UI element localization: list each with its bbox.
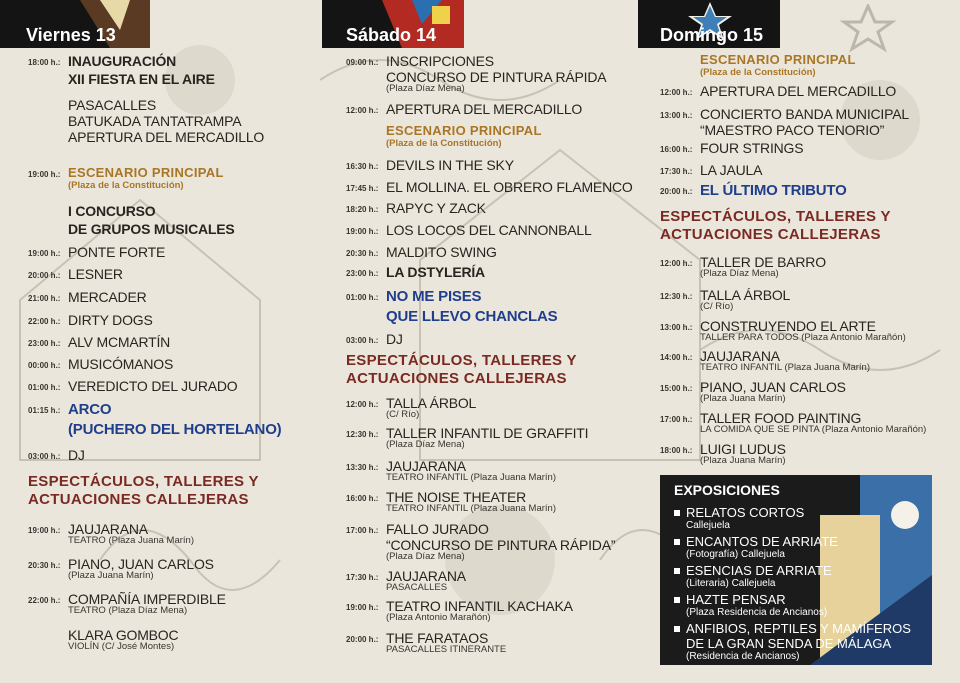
event-title: XII FIESTA EN EL AIRE	[68, 71, 215, 87]
event-time: 17:00 h.:	[346, 526, 379, 535]
event-time: 22:00 h.:	[28, 596, 61, 605]
event-location: TALLER PARA TODOS (Plaza Antonio Marañón)	[700, 332, 906, 343]
event-title: LOS LOCOS DEL CANNONBALL	[386, 222, 592, 238]
day-title: Viernes 13	[26, 25, 116, 45]
event-title: BATUKADA TANTATRAMPA	[68, 113, 242, 129]
event-time: 12:00 h.:	[346, 400, 379, 409]
event-location: PASACALLES ITINERANTE	[386, 644, 507, 655]
event-title: QUE LLEVO CHANCLAS	[386, 308, 558, 325]
event-time: 18:00 h.:	[660, 446, 693, 455]
event-title: I CONCURSO	[68, 203, 156, 219]
event-location: (Plaza Juana Marín)	[68, 570, 154, 581]
expo-item-name: ENCANTOS DE ARRIATE	[686, 534, 838, 549]
event-time: 19:00 h.:	[28, 249, 61, 258]
event-title: JAUJARANA	[386, 458, 466, 474]
event-title: JAUJARANA	[386, 568, 466, 584]
event-title: TEATRO INFANTIL KACHAKA	[386, 598, 573, 614]
event-title: THE NOISE THEATER	[386, 489, 526, 505]
expo-item-name: RELATOS CORTOS	[686, 505, 805, 520]
event-location: (Plaza Juana Marín)	[700, 393, 786, 404]
event-time: 23:00 h.:	[346, 269, 379, 278]
event-location: (Plaza Díaz Mena)	[386, 83, 465, 94]
stage-heading: ESCENARIO PRINCIPAL	[386, 123, 542, 138]
event-title: TALLA ÁRBOL	[386, 395, 477, 411]
expo-item-location: (Literaria) Callejuela	[686, 578, 776, 589]
event-time: 00:00 h.:	[28, 361, 61, 370]
event-time: 23:00 h.:	[28, 339, 61, 348]
event-time: 16:00 h.:	[660, 145, 693, 154]
event-title: CONCURSO DE PINTURA RÁPIDA	[386, 69, 607, 85]
event-title: LESNER	[68, 266, 123, 282]
event-time: 20:30 h.:	[28, 561, 61, 570]
event-title: FALLO JURADO	[386, 521, 489, 537]
event-title: APERTURA DEL MERCADILLO	[68, 129, 265, 145]
event-title: VEREDICTO DEL JURADO	[68, 378, 238, 394]
event-time: 20:00 h.:	[28, 271, 61, 280]
event-time: 16:00 h.:	[346, 494, 379, 503]
event-title: APERTURA DEL MERCADILLO	[386, 101, 583, 117]
event-time: 17:30 h.:	[346, 573, 379, 582]
event-location: (Plaza Díaz Mena)	[700, 268, 779, 279]
day-header-sabado	[322, 0, 464, 48]
event-time: 03:00 h.:	[346, 336, 379, 345]
event-location: (C/ Río)	[700, 301, 734, 312]
event-title: ACTUACIONES CALLEJERAS	[346, 370, 567, 387]
expo-item-name: ESENCIAS DE ARRIATE	[686, 563, 832, 578]
event-time: 03:00 h.:	[28, 452, 61, 461]
event-time: 12:30 h.:	[660, 292, 693, 301]
event-time: 19:00 h.:	[28, 170, 61, 179]
event-location: (Plaza Díaz Mena)	[386, 551, 465, 562]
event-title: CONSTRUYENDO EL ARTE	[700, 318, 876, 334]
event-title: TALLER INFANTIL DE GRAFFITI	[386, 425, 589, 441]
event-location: TEATRO (Plaza Díaz Mena)	[68, 605, 188, 616]
expo-item-location: (Residencia de Ancianos)	[686, 651, 800, 662]
event-title: DIRTY DOGS	[68, 312, 153, 328]
event-location: TEATRO (Plaza Juana Marín)	[68, 535, 195, 546]
event-title: PIANO, JUAN CARLOS	[700, 379, 846, 395]
expo-title: EXPOSICIONES	[674, 482, 780, 498]
event-title: (PUCHERO DEL HORTELANO)	[68, 421, 282, 438]
event-title: “MAESTRO PACO TENORIO”	[700, 122, 885, 138]
event-time: 21:00 h.:	[28, 294, 61, 303]
day-header-domingo	[638, 0, 780, 48]
event-title: PONTE FORTE	[68, 244, 166, 260]
event-title: TALLA ÁRBOL	[700, 287, 791, 303]
event-location: (Plaza Antonio Marañón)	[386, 612, 491, 623]
event-title: INSCRIPCIONES	[386, 53, 494, 69]
event-location: PASACALLES	[386, 582, 448, 593]
event-title: DJ	[386, 331, 403, 347]
event-time: 01:15 h.:	[28, 406, 61, 415]
event-time: 01:00 h.:	[346, 293, 379, 302]
event-title: DE GRUPOS MUSICALES	[68, 221, 235, 237]
event-title: “CONCURSO DE PINTURA RÁPIDA”	[386, 537, 616, 553]
event-title: ACTUACIONES CALLEJERAS	[28, 491, 249, 508]
event-time: 09:00 h.:	[346, 58, 379, 67]
event-time: 15:00 h.:	[660, 384, 693, 393]
event-time: 19:00 h.:	[346, 603, 379, 612]
event-location: LA COMIDA QUE SE PINTA (Plaza Antonio Marañón)	[700, 424, 927, 435]
event-title: PASACALLES	[68, 97, 157, 113]
event-title: MERCADER	[68, 289, 147, 305]
day-header-viernes	[0, 0, 150, 48]
expo-item-location: Callejuela	[686, 520, 730, 531]
event-location: (C/ Río)	[386, 409, 420, 420]
event-time: 18:20 h.:	[346, 205, 379, 214]
event-time: 17:45 h.:	[346, 184, 379, 193]
event-location: VIOLÍN (C/ José Montes)	[68, 641, 175, 652]
expo-item-name: DE LA GRAN SENDA DE MÁLAGA	[686, 636, 892, 651]
event-time: 17:30 h.:	[660, 167, 693, 176]
event-title: JAUJARANA	[68, 521, 148, 537]
event-title: MALDITO SWING	[386, 244, 497, 260]
expo-item-location: (Plaza Residencia de Ancianos)	[686, 607, 828, 618]
event-title: ESPECTÁCULOS, TALLERES Y	[346, 352, 577, 369]
event-title: APERTURA DEL MERCADILLO	[700, 83, 897, 99]
event-time: 12:30 h.:	[346, 430, 379, 439]
event-time: 16:30 h.:	[346, 162, 379, 171]
stage-location: (Plaza de la Constitución)	[386, 138, 502, 149]
event-title: TALLER FOOD PAINTING	[700, 410, 862, 426]
event-time: 22:00 h.:	[28, 317, 61, 326]
event-title: COMPAÑÍA IMPERDIBLE	[68, 591, 226, 607]
event-title: KLARA GOMBOC	[68, 627, 179, 643]
event-title: DJ	[68, 447, 85, 463]
event-title: FOUR STRINGS	[700, 140, 804, 156]
event-title: MUSICÓMANOS	[68, 356, 174, 372]
event-time: 13:30 h.:	[346, 463, 379, 472]
expo-item-name: HAZTE PENSAR	[686, 592, 786, 607]
stage-location: (Plaza de la Constitución)	[68, 180, 184, 191]
event-location: TEATRO INFANTIL (Plaza Juana Marín)	[386, 503, 556, 514]
event-time: 17:00 h.:	[660, 415, 693, 424]
day-title: Sábado 14	[346, 25, 437, 45]
event-title: NO ME PISES	[386, 288, 482, 305]
event-time: 20:00 h.:	[346, 635, 379, 644]
event-time: 01:00 h.:	[28, 383, 61, 392]
event-title: LA DSTYLERÍA	[386, 264, 485, 280]
stage-location: (Plaza de la Constitución)	[700, 67, 816, 78]
event-title: LUIGI LUDUS	[700, 441, 786, 457]
expo-item-name: ANFIBIOS, REPTILES Y MAMÍFEROS	[686, 621, 911, 636]
event-title: ESPECTÁCULOS, TALLERES Y	[28, 473, 259, 490]
bullet-icon	[674, 597, 680, 603]
expo-item-location: (Fotografía) Callejuela	[686, 549, 785, 560]
event-title: TALLER DE BARRO	[700, 254, 826, 270]
event-time: 14:00 h.:	[660, 353, 693, 362]
event-time: 19:00 h.:	[346, 227, 379, 236]
day-title: Domingo 15	[660, 25, 764, 45]
star-outline-icon	[838, 4, 898, 54]
event-location: TEATRO INFANTIL (Plaza Juana Marín)	[700, 362, 870, 373]
event-title: ESPECTÁCULOS, TALLERES Y	[660, 208, 891, 225]
event-time: 19:00 h.:	[28, 526, 61, 535]
event-title: LA JAULA	[700, 162, 763, 178]
event-title: ALV MCMARTÍN	[68, 334, 171, 350]
event-title: THE FARATAOS	[386, 630, 489, 646]
bullet-icon	[674, 539, 680, 545]
exposiciones-box	[660, 475, 932, 665]
event-title: RAPYC Y ZACK	[386, 200, 486, 216]
stage-heading: ESCENARIO PRINCIPAL	[700, 52, 856, 67]
event-time: 12:00 h.:	[660, 259, 693, 268]
bullet-icon	[674, 626, 680, 632]
bullet-icon	[674, 568, 680, 574]
event-title: DEVILS IN THE SKY	[386, 157, 514, 173]
event-title: EL MOLLINA. EL OBRERO FLAMENCO	[386, 179, 633, 195]
stage-heading: ESCENARIO PRINCIPAL	[68, 165, 224, 180]
event-location: (Plaza Díaz Mena)	[386, 439, 465, 450]
event-location: TEATRO INFANTIL (Plaza Juana Marín)	[386, 472, 556, 483]
event-title: PIANO, JUAN CARLOS	[68, 556, 214, 572]
event-location: (Plaza Juana Marín)	[700, 455, 786, 466]
event-time: 20:30 h.:	[346, 249, 379, 258]
event-time: 13:00 h.:	[660, 111, 693, 120]
event-time: 12:00 h.:	[660, 88, 693, 97]
bullet-icon	[674, 510, 680, 516]
event-title: EL ÚLTIMO TRIBUTO	[700, 182, 847, 199]
event-time: 13:00 h.:	[660, 323, 693, 332]
event-title: CONCIERTO BANDA MUNICIPAL	[700, 106, 909, 122]
event-title: ARCO	[68, 401, 112, 418]
event-time: 12:00 h.:	[346, 106, 379, 115]
event-time: 20:00 h.:	[660, 187, 693, 196]
event-title: INAUGURACIÓN	[68, 53, 177, 69]
event-title: ACTUACIONES CALLEJERAS	[660, 226, 881, 243]
event-time: 18:00 h.:	[28, 58, 61, 67]
event-title: JAUJARANA	[700, 348, 780, 364]
